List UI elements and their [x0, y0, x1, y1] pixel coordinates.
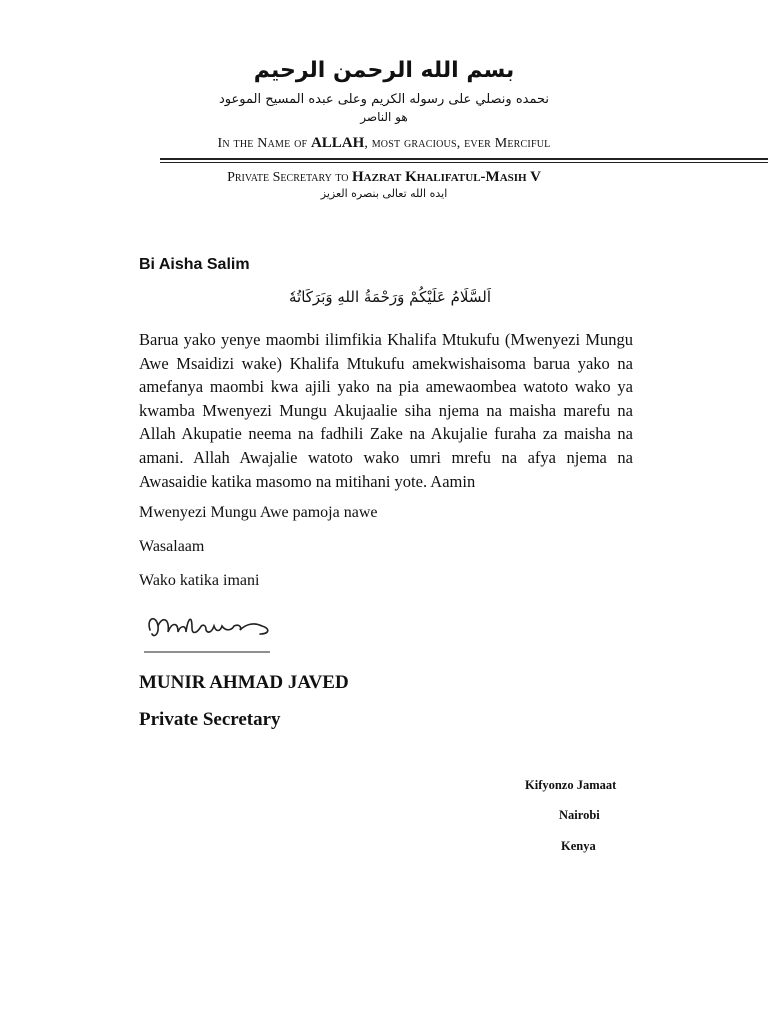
name-of-suffix: , most gracious, ever Merciful: [364, 136, 551, 151]
closing-faith: Wako katika imani: [139, 572, 260, 589]
closing-wasalaam: Wasalaam: [139, 538, 205, 555]
signatory-title: Private Secretary: [139, 709, 281, 730]
office-title-name: Hazrat Khalifatul-Masih V: [352, 169, 541, 185]
recipient-name: Bi Aisha Salim: [139, 256, 250, 273]
signatory-name: MUNIR AHMAD JAVED: [139, 672, 349, 693]
office-title-arabic: ايده الله تعالى بنصره العزيز: [320, 187, 448, 200]
address-city: Nairobi: [559, 808, 600, 822]
name-of-allah-line: [0, 134, 768, 152]
address-country: Kenya: [561, 839, 596, 853]
salawat-line-2: هو الناصر: [360, 110, 408, 124]
basmala: بسم الله الرحمن الرحيم: [253, 58, 515, 83]
letter-body: Barua yako yenye maombi ilimfikia Khalifa Mtukufu (Mwenyezi Mungu Awe Msaidizi wake) Khalifa Mtukufu amekwishaisoma barua yako na amefanya maombi kwa ajili yako na pia amewaombea watoto wako ya kwamba Mwenyezi Mungu Akujaalie siha njema na maisha marefu na Allah Akupatie neema na fadhili Zake na Akujalie furaha za maisha na amani. Allah Awajalie watoto wako umri mrefu na afya njema na Awasaidie katika masomo na mitihani yote. Aamin: [139, 330, 633, 491]
office-title-line: [0, 168, 768, 186]
allah-word: ALLAH: [310, 135, 365, 151]
closing-blessing: Mwenyezi Mungu Awe pamoja nawe: [139, 504, 378, 521]
greeting-arabic: اَلسَّلَامُ عَلَيْكُمْ وَرَحْمَةُ اللهِ وَبَرَكَاتُهٗ: [289, 288, 491, 306]
header-rule-bottom: [160, 162, 768, 163]
salawat-line-1: نحمده ونصلي على رسوله الكريم وعلى عبده المسيح الموعود: [219, 92, 549, 107]
address-jamaat: Kifyonzo Jamaat: [525, 778, 617, 792]
header-rule-top: [160, 158, 768, 160]
office-title-prefix: Private Secretary to: [227, 170, 352, 185]
handwritten-signature: [142, 608, 302, 658]
name-of-prefix: In the Name of: [217, 136, 311, 151]
